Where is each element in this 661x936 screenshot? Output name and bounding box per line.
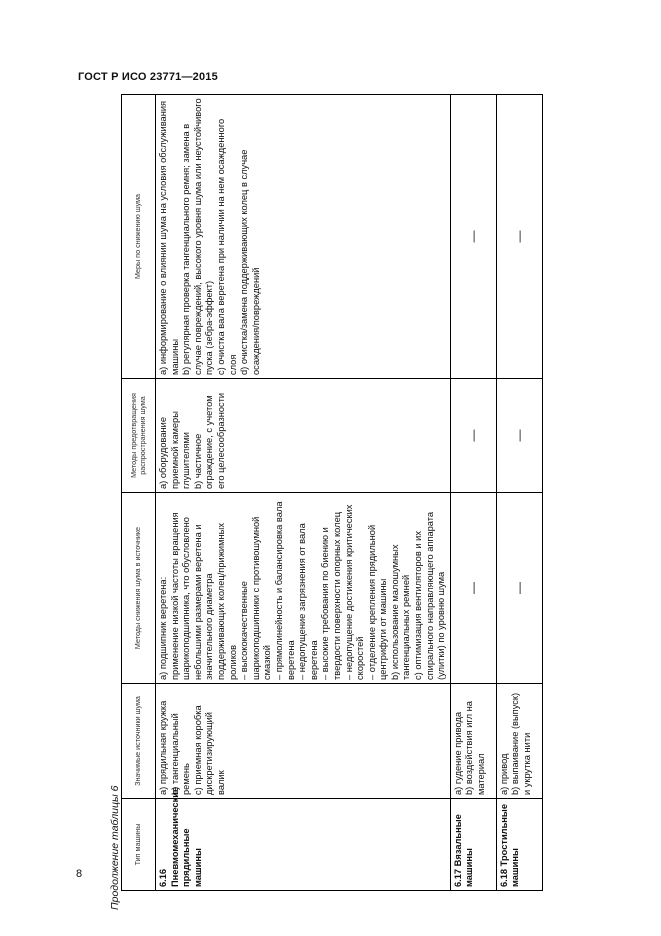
list-item: b) тангенциальный ремень [169, 713, 192, 795]
list-item: b) воздействия игл на материал [464, 701, 487, 795]
list-item: – высококачественные шарикоподшипники с противошумной смазкой [239, 516, 273, 680]
document-header: ГОСТ Р ИСО 23771—2015 [78, 71, 218, 83]
list-item: а) привод [498, 753, 509, 795]
rotated-table-wrapper [121, 95, 534, 891]
propagation-methods-cell: — [450, 379, 496, 493]
header-machine-type: Тип машины [122, 799, 156, 891]
table-row [156, 95, 451, 891]
list-item: c) очистка вала веретена при наличии на нем осажденного слоя [215, 118, 238, 375]
source-methods-cell: — [496, 493, 542, 684]
machine-type-cell: 6.17 Вязальные машины [450, 799, 496, 891]
table-row [496, 95, 542, 891]
list-item: d) очистка/замена поддерживающих колец в случае осаждения/повреждений [239, 149, 261, 375]
measures-cell [156, 95, 451, 379]
noise-sources-cell [496, 684, 542, 799]
list-item: применение низкой частоты вращения шарикоподшипника, что обусловлено небольшими размерами веретена и значительного диаметра поддерживающих колец/прижимных роликов [169, 512, 238, 680]
header-propagation-methods: Методы предотвращения распространения шума [122, 379, 156, 493]
header-noise-sources: Значимые источники шума [122, 684, 156, 799]
list-item: – высокие требования по биению и твердости поверхности опорных колец [320, 511, 342, 680]
table-row [450, 95, 496, 891]
list-item: b) регулярная проверка тангенциального ремня; замена в случае повреждений, высокого уровня шума или неустойчивого пуска (зебра-эффект) [181, 98, 215, 375]
list-item: – прямолинейность и балансировка вала веретена [273, 501, 296, 680]
propagation-methods-cell: — [496, 379, 542, 493]
list-item: а) информирование о влиянии шума на условия обслуживания машины [158, 100, 180, 375]
list-item: c) оптимизация вентиляторов и их спирального направляющего аппарата (улитки) по уровню шума [413, 511, 447, 680]
list-item: b) использование малошумных тангенциальных ремней [389, 544, 412, 680]
source-methods-cell: — [450, 493, 496, 684]
noise-measures-table [121, 94, 543, 891]
header-source-methods: Методы снижения шума в источнике [122, 493, 156, 684]
list-item: а) гудение привода [452, 711, 463, 795]
list-item: а) оборудование приемной камеры глушителями [158, 411, 192, 489]
list-item: – недопущение достижения критических скоростей [343, 504, 366, 680]
list-item: а) прядильная кружка [158, 700, 168, 795]
noise-sources-cell [156, 684, 451, 799]
machine-type-cell: 6.18 Тростильные машины [496, 799, 542, 891]
noise-sources-cell [450, 684, 496, 799]
measures-cell: — [450, 95, 496, 379]
machine-type-cell: 6.16 Пневмомеханические прядильные машины [156, 799, 451, 891]
header-measures: Меры по снижению шума [122, 95, 156, 379]
page-number: 8 [76, 868, 83, 880]
table-header-row [122, 95, 156, 891]
list-item: – недопущение загрязнения от вала веретена [297, 523, 319, 680]
propagation-methods-cell [156, 379, 451, 493]
list-item: b) выпаивание (выпуск) и укрутка нити [510, 692, 533, 795]
list-item: – отделение крепления прядильной центрифуги от машины [366, 524, 389, 680]
list-item: b) частичное ограждение, с учетом его целесообразности [192, 392, 226, 489]
list-item: а) подшипник веретена: [158, 576, 168, 680]
list-item: c) приемная коробка дискретизирующий валик [192, 705, 226, 795]
measures-cell: — [496, 95, 542, 379]
source-methods-cell [156, 493, 451, 684]
table-caption: Продолжение таблицы 6 [109, 785, 121, 910]
